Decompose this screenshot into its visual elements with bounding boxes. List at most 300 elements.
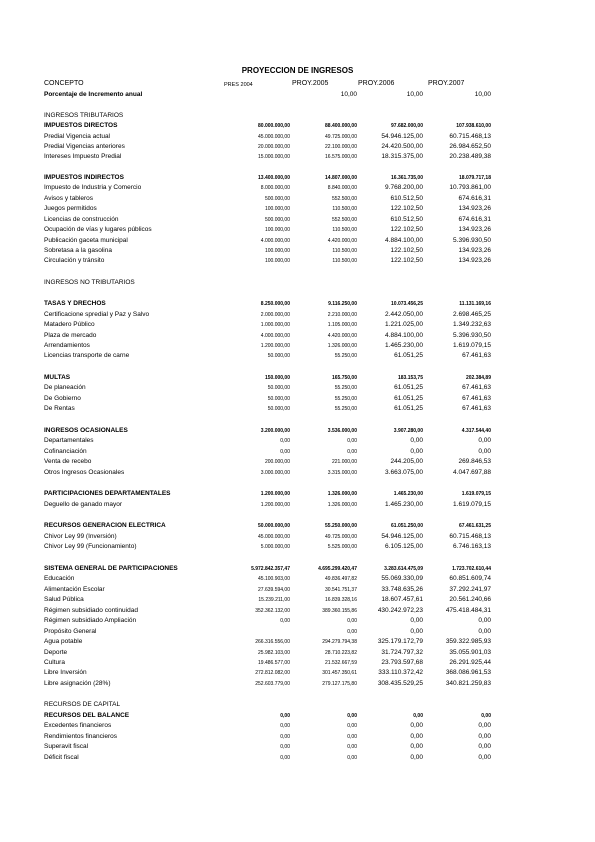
value-proy-2007: 340.821.259,83 — [445, 680, 491, 687]
value-proy-2006: 3.283.614.475,09 — [384, 566, 423, 572]
value-proy-2006: 0,00 — [410, 743, 423, 750]
value-pres-2004: 266.316.556,00 — [255, 639, 290, 645]
value-pres-2004: 1.000.000,00 — [260, 322, 290, 328]
table-row — [0, 436, 595, 446]
document-title: PROYECCION DE INGRESOS — [241, 66, 354, 75]
value-proy-2006: 97.682.000,00 — [391, 123, 423, 129]
value-pres-2004: 0,00 — [280, 744, 290, 750]
value-proy-2007: 0,00 — [478, 754, 491, 761]
row-label: Salud Pública — [44, 596, 84, 603]
value-proy-2006: 122.102,50 — [390, 257, 423, 264]
value-proy-2005: 1.326.000,00 — [327, 343, 357, 349]
value-proy-2005: 165.750,00 — [331, 375, 357, 381]
table-row — [0, 132, 595, 142]
value-proy-2007: 5.396.930,50 — [453, 237, 491, 244]
value-proy-2007: 67.461,63 — [462, 352, 491, 359]
table-row — [0, 111, 595, 121]
value-proy-2006: 0,00 — [413, 713, 423, 719]
value-proy-2007: 60.715.468,13 — [449, 533, 491, 540]
table-row — [0, 637, 595, 647]
table-row — [0, 542, 595, 552]
table-row — [0, 753, 595, 763]
value-pres-2004: 15.000.000,00 — [258, 154, 290, 160]
value-proy-2006: 333.110.372,42 — [378, 669, 423, 676]
value-proy-2005: 110.500,00 — [332, 206, 357, 212]
row-label: RECURSOS DE CAPITAL — [44, 701, 121, 708]
value-pres-2004: 0,00 — [280, 449, 290, 455]
value-proy-2006: 0,00 — [410, 437, 423, 444]
value-proy-2006: 54.946.125,00 — [381, 133, 423, 140]
row-label: Libre asignación (28%) — [44, 680, 111, 687]
value-pres-2004: 3.000.000,00 — [260, 470, 290, 476]
row-label: MULTAS — [44, 374, 71, 381]
value-proy-2007: 269.846,53 — [458, 458, 491, 465]
value-proy-2006: 183.153,75 — [397, 375, 423, 381]
value-proy-2006: 61.051,25 — [394, 405, 423, 412]
value-pres-2004: 1.200.000,00 — [260, 502, 290, 508]
table-row — [0, 152, 595, 162]
header-proy-2005: PROY.2005 — [292, 80, 329, 87]
value-proy-2006: 33.748.635,26 — [381, 586, 423, 593]
value-pres-2004: 0,00 — [280, 713, 290, 719]
row-label: Sobretasa a la gasolina — [44, 247, 112, 254]
value-proy-2007: 202.384,89 — [465, 375, 491, 381]
value-pres-2004: 5.972.842.357,47 — [251, 566, 290, 572]
value-proy-2006: 3.907.280,00 — [393, 428, 423, 434]
row-label: Educación — [44, 575, 75, 582]
value-pres-2004: 50.000,00 — [267, 353, 290, 359]
value-proy-2005: 5.525.000,00 — [327, 544, 357, 550]
table-row — [0, 668, 595, 678]
value-proy-2005: 1.105.000,00 — [327, 322, 357, 328]
value-proy-2006: 16.361.735,00 — [391, 175, 423, 181]
row-label: Juegos permitidos — [44, 205, 97, 212]
table-row — [0, 351, 595, 361]
value-proy-2007: 475.418.484,31 — [445, 607, 491, 614]
value-proy-2006: 0,00 — [410, 617, 423, 624]
value-proy-2005: 22.100.000,00 — [325, 144, 357, 150]
value-proy-2006: 23.793.597,68 — [381, 659, 423, 666]
value-proy-2007: 0,00 — [478, 628, 491, 635]
value-pres-2004: 0,00 — [280, 618, 290, 624]
value-proy-2006: 10.073.456,25 — [391, 301, 423, 307]
value-proy-2006: 10,00 — [406, 91, 423, 98]
value-proy-2005: 4.420.000,00 — [327, 333, 357, 339]
header-proy-2007: PROY.2007 — [428, 80, 465, 87]
value-proy-2005: 88.400.000,00 — [325, 123, 357, 129]
value-pres-2004: 45.000.000,00 — [258, 134, 290, 140]
value-proy-2005: 30.541.751,37 — [325, 587, 357, 593]
row-label: Propósito General — [44, 628, 97, 635]
value-proy-2005: 10,00 — [340, 91, 357, 98]
value-proy-2005: 110.500,00 — [332, 227, 357, 233]
value-proy-2005: 55.250.000,00 — [325, 523, 357, 529]
row-label: INGRESOS OCASIONALES — [44, 427, 128, 434]
value-proy-2005: 3.315.000,00 — [327, 470, 357, 476]
row-label: RECURSOS DEL BALANCE — [44, 712, 130, 719]
value-proy-2007: 10.793.861,00 — [449, 184, 491, 191]
table-row — [0, 606, 595, 616]
value-proy-2007: 60.851.609,74 — [449, 575, 491, 582]
value-proy-2006: 325.179.172,79 — [377, 638, 423, 645]
row-label: Avisos y tableros — [44, 195, 94, 202]
row-label: Circulación y tránsito — [44, 257, 105, 264]
value-proy-2007: 35.055.901,03 — [449, 649, 491, 656]
value-proy-2006: 55.069.330,09 — [381, 575, 423, 582]
value-proy-2006: 61.051.250,00 — [391, 523, 423, 529]
table-row — [0, 616, 595, 626]
value-proy-2005: 0,00 — [347, 438, 357, 444]
value-proy-2005: 110.500,00 — [332, 248, 357, 254]
value-proy-2005: 55.250,00 — [334, 385, 357, 391]
value-pres-2004: 150.000,00 — [264, 375, 290, 381]
value-proy-2005: 0,00 — [347, 734, 357, 740]
value-proy-2005: 0,00 — [347, 629, 357, 635]
row-label: Chivor Ley 99 (Inversión) — [44, 533, 117, 540]
value-proy-2005: 389.360.155,86 — [322, 608, 357, 614]
value-proy-2005: 14.807.000,00 — [325, 175, 357, 181]
value-proy-2005: 55.250,00 — [334, 353, 357, 359]
value-proy-2007: 4.317.544,40 — [461, 428, 491, 434]
table-row — [0, 711, 595, 721]
value-proy-2005: 0,00 — [347, 449, 357, 455]
table-row — [0, 500, 595, 510]
value-proy-2006: 9.768.200,00 — [385, 184, 423, 191]
value-pres-2004: 0,00 — [280, 438, 290, 444]
value-proy-2007: 18.079.717,18 — [459, 175, 491, 181]
table-row — [0, 648, 595, 658]
value-proy-2007: 0,00 — [478, 448, 491, 455]
value-proy-2006: 4.884.100,00 — [385, 332, 423, 339]
value-proy-2007: 20.238.489,38 — [449, 153, 491, 160]
value-pres-2004: 15.239.211,00 — [258, 597, 290, 603]
value-pres-2004: 8.000.000,00 — [260, 185, 290, 191]
table-row — [0, 320, 595, 330]
value-proy-2006: 31.724.797,32 — [381, 649, 423, 656]
value-proy-2006: 3.663.075,00 — [385, 469, 423, 476]
value-pres-2004: 50.000,00 — [267, 406, 290, 412]
value-proy-2005: 16.839.328,16 — [325, 597, 357, 603]
value-proy-2005: 9.116.250,00 — [328, 301, 357, 307]
table-row — [0, 404, 595, 414]
row-label: Porcentaje de Incremento anual — [44, 91, 143, 98]
table-row — [0, 299, 595, 309]
value-pres-2004: 500.000,00 — [264, 217, 290, 223]
value-proy-2006: 308.435.529,25 — [377, 680, 423, 687]
row-label: Régimen subsidiado continuidad — [44, 607, 138, 614]
value-pres-2004: 8.250.000,00 — [260, 301, 290, 307]
value-pres-2004: 100.000,00 — [264, 258, 290, 264]
value-pres-2004: 80.000.000,00 — [258, 123, 290, 129]
value-proy-2005: 110.500,00 — [332, 258, 357, 264]
row-label: De planeación — [44, 384, 86, 391]
value-proy-2006: 18.607.457,61 — [381, 596, 423, 603]
value-proy-2005: 0,00 — [347, 723, 357, 729]
row-label: Ocupación de vías y lugares públicos — [44, 226, 152, 233]
table-row — [0, 521, 595, 531]
value-proy-2006: 1.465.230,00 — [385, 342, 423, 349]
value-proy-2007: 134.923,26 — [458, 257, 491, 264]
table-row — [0, 457, 595, 467]
table-row — [0, 447, 595, 457]
value-proy-2005: 0,00 — [347, 744, 357, 750]
value-proy-2007: 0,00 — [478, 617, 491, 624]
value-proy-2007: 67.461,63 — [462, 395, 491, 402]
row-label: Libre Inversión — [44, 669, 87, 676]
value-proy-2006: 61.051,25 — [394, 384, 423, 391]
value-proy-2007: 1.619.079,15 — [461, 491, 491, 497]
value-proy-2006: 6.105.125,00 — [385, 543, 423, 550]
value-proy-2005: 21.532.667,59 — [325, 660, 357, 666]
value-pres-2004: 50.000,00 — [267, 396, 290, 402]
value-proy-2005: 294.279.794,38 — [322, 639, 357, 645]
value-proy-2006: 244.205,00 — [390, 458, 423, 465]
value-proy-2007: 0,00 — [478, 733, 491, 740]
row-label: Departamentales — [44, 437, 94, 444]
table-row — [0, 90, 595, 100]
table-row — [0, 532, 595, 542]
row-label: Cofinanciación — [44, 448, 87, 455]
value-proy-2005: 301.457.350,61 — [322, 670, 357, 676]
row-label: INGRESOS NO TRIBUTARIOS — [44, 279, 135, 286]
value-pres-2004: 352.362.132,00 — [255, 608, 290, 614]
value-proy-2007: 1.619.079,15 — [453, 342, 491, 349]
value-proy-2007: 0,00 — [478, 722, 491, 729]
table-row — [0, 341, 595, 351]
table-row — [0, 246, 595, 256]
row-label: Otros Ingresos Ocasionales — [44, 469, 125, 476]
table-row — [0, 310, 595, 320]
value-pres-2004: 50.000,00 — [267, 385, 290, 391]
value-proy-2005: 28.710.223,82 — [325, 650, 357, 656]
value-pres-2004: 19.486.577,00 — [258, 660, 290, 666]
table-row — [0, 194, 595, 204]
value-pres-2004: 1.200.000,00 — [260, 491, 290, 497]
value-proy-2006: 1.465.230,00 — [393, 491, 423, 497]
row-label: Licencias transporte de carne — [44, 352, 130, 359]
value-proy-2005: 1.326.000,00 — [327, 491, 357, 497]
value-proy-2006: 430.242.972,23 — [377, 607, 423, 614]
value-proy-2005: 3.536.000,00 — [327, 428, 357, 434]
value-proy-2005: 0,00 — [347, 618, 357, 624]
value-proy-2007: 26.291.925,44 — [449, 659, 491, 666]
value-proy-2007: 107.938.610,00 — [456, 123, 491, 129]
value-pres-2004: 5.000.000,00 — [260, 544, 290, 550]
table-row — [0, 742, 595, 752]
table-row — [0, 121, 595, 131]
value-proy-2006: 122.102,50 — [390, 226, 423, 233]
value-proy-2007: 134.923,26 — [458, 226, 491, 233]
table-row — [0, 394, 595, 404]
value-pres-2004: 100.000,00 — [264, 248, 290, 254]
value-pres-2004: 45.000.000,00 — [258, 534, 290, 540]
value-pres-2004: 0,00 — [280, 723, 290, 729]
value-proy-2005: 1.326.000,00 — [327, 502, 357, 508]
table-row — [0, 564, 595, 574]
table-row — [0, 658, 595, 668]
row-label: Intereses Impuesto Predial — [44, 153, 122, 160]
value-proy-2007: 134.923,26 — [458, 205, 491, 212]
table-row — [0, 142, 595, 152]
row-label: Venta de recebo — [44, 458, 92, 465]
value-proy-2007: 1.619.079,15 — [453, 501, 491, 508]
table-row — [0, 574, 595, 584]
value-proy-2006: 0,00 — [410, 628, 423, 635]
value-pres-2004: 25.982.103,00 — [258, 650, 290, 656]
value-proy-2005: 552.500,00 — [331, 217, 357, 223]
row-label: PARTICIPACIONES DEPARTAMENTALES — [44, 490, 171, 497]
value-proy-2007: 1.349.232,63 — [453, 321, 491, 328]
value-proy-2007: 134.923,26 — [458, 247, 491, 254]
row-label: Predial Vigencia actual — [44, 133, 111, 140]
value-proy-2007: 20.561.240,66 — [449, 596, 491, 603]
value-proy-2006: 24.420.500,00 — [381, 143, 423, 150]
table-row — [0, 700, 595, 710]
value-pres-2004: 27.639.594,00 — [258, 587, 290, 593]
value-proy-2005: 49.725.000,00 — [325, 134, 357, 140]
value-proy-2007: 4.047.697,88 — [453, 469, 491, 476]
value-pres-2004: 500.000,00 — [264, 196, 290, 202]
row-label: Matadero Público — [44, 321, 95, 328]
value-proy-2007: 674.616,31 — [458, 216, 491, 223]
value-proy-2007: 11.131.169,16 — [459, 301, 491, 307]
value-proy-2005: 16.575.000,00 — [325, 154, 357, 160]
table-row — [0, 585, 595, 595]
row-label: Predial Vigencias anteriores — [44, 143, 125, 150]
value-proy-2005: 279.127.175,80 — [322, 681, 357, 687]
row-label: Cultura — [44, 659, 65, 666]
table-row — [0, 278, 595, 288]
value-proy-2007: 67.461.631,25 — [459, 523, 491, 529]
value-pres-2004: 4.000.000,00 — [260, 238, 290, 244]
row-label: IMPUESTOS DIRECTOS — [44, 122, 118, 129]
table-row — [0, 489, 595, 499]
row-label: Déficit fiscal — [44, 754, 79, 761]
header-concepto: CONCEPTO — [44, 80, 84, 87]
value-pres-2004: 45.100.903,00 — [258, 576, 290, 582]
value-proy-2005: 55.250,00 — [334, 406, 357, 412]
row-label: Chivor Ley 99 (Funcionamiento) — [44, 543, 137, 550]
row-label: SISTEMA GENERAL DE PARTICIPACIONES — [44, 565, 178, 572]
value-proy-2006: 2.442.050,00 — [385, 311, 423, 318]
value-proy-2007: 2.698.465,25 — [453, 311, 491, 318]
table-row — [0, 173, 595, 183]
value-proy-2005: 0,00 — [347, 713, 357, 719]
row-label: TASAS Y DRECHOS — [44, 300, 106, 307]
value-pres-2004: 0,00 — [280, 734, 290, 740]
table-row — [0, 679, 595, 689]
value-proy-2006: 4.884.100,00 — [385, 237, 423, 244]
header-proy-2006: PROY.2006 — [358, 80, 395, 87]
table-row — [0, 204, 595, 214]
value-pres-2004: 20.000.000,00 — [258, 144, 290, 150]
value-proy-2007: 1.723.702.610,44 — [452, 566, 491, 572]
value-proy-2007: 674.616,31 — [458, 195, 491, 202]
value-proy-2007: 368.086.961,53 — [445, 669, 491, 676]
table-row — [0, 383, 595, 393]
row-label: Plaza de mercado — [44, 332, 97, 339]
value-proy-2005: 8.840.000,00 — [327, 185, 357, 191]
table-row — [0, 183, 595, 193]
value-proy-2007: 5.396.930,50 — [453, 332, 491, 339]
value-proy-2005: 55.250,00 — [334, 396, 357, 402]
row-label: Régimen subsidiado Ampliación — [44, 617, 137, 624]
table-row — [0, 426, 595, 436]
table-row — [0, 732, 595, 742]
row-label: Rendimientos financieros — [44, 733, 117, 740]
row-label: Superavit fiscal — [44, 743, 89, 750]
value-pres-2004: 252.603.779,00 — [255, 681, 290, 687]
row-label: Impuesto de Industria y Comercio — [44, 184, 142, 191]
value-proy-2007: 6.746.163,13 — [453, 543, 491, 550]
value-proy-2006: 18.315.375,00 — [381, 153, 423, 160]
value-proy-2005: 2.210.000,00 — [327, 312, 357, 318]
table-row — [0, 331, 595, 341]
table-row — [0, 215, 595, 225]
value-proy-2006: 610.512,50 — [390, 195, 423, 202]
value-proy-2006: 1.465.230,00 — [385, 501, 423, 508]
row-label: Deporte — [44, 649, 68, 656]
value-pres-2004: 3.200.000,00 — [260, 428, 290, 434]
value-proy-2006: 0,00 — [410, 722, 423, 729]
value-pres-2004: 272.812.082,00 — [255, 670, 290, 676]
value-proy-2005: 552.500,00 — [331, 196, 357, 202]
row-label: De Gobierno — [44, 395, 81, 402]
table-row — [0, 236, 595, 246]
value-proy-2007: 0,00 — [481, 713, 491, 719]
value-proy-2006: 61.051,25 — [394, 395, 423, 402]
value-proy-2007: 26.984.652,50 — [449, 143, 491, 150]
row-label: Publicación gaceta municipal — [44, 237, 128, 244]
table-row — [0, 256, 595, 266]
value-proy-2006: 0,00 — [410, 754, 423, 761]
value-proy-2005: 0,00 — [347, 755, 357, 761]
value-pres-2004: 13.400.000,00 — [258, 175, 290, 181]
value-proy-2007: 60.715.468,13 — [449, 133, 491, 140]
row-label: De Rentas — [44, 405, 75, 412]
value-pres-2004: 4.000.000,00 — [260, 333, 290, 339]
value-proy-2005: 221.000,00 — [331, 459, 357, 465]
row-label: RECURSOS GENERACION ELECTRICA — [44, 522, 166, 529]
value-proy-2007: 37.292.241,97 — [449, 586, 491, 593]
value-pres-2004: 50.000.000,00 — [258, 523, 290, 529]
value-proy-2006: 0,00 — [410, 448, 423, 455]
value-pres-2004: 100.000,00 — [264, 227, 290, 233]
row-label: Deguello de ganado mayor — [44, 501, 123, 508]
value-proy-2006: 610.512,50 — [390, 216, 423, 223]
row-label: Alimentación Escolar — [44, 586, 105, 593]
table-row — [0, 627, 595, 637]
value-proy-2006: 61.051,25 — [394, 352, 423, 359]
value-proy-2007: 10,00 — [474, 91, 491, 98]
value-pres-2004: 0,00 — [280, 755, 290, 761]
value-pres-2004: 200.000,00 — [264, 459, 290, 465]
header-pres-2004: PRES 2004 — [224, 82, 253, 88]
table-row — [0, 225, 595, 235]
row-label: Agua potable — [44, 638, 83, 645]
row-label: IMPUESTOS INDIRECTOS — [44, 174, 124, 181]
row-label: Certificacione spredial y Paz y Salvo — [44, 311, 150, 318]
row-label: INGRESOS TRIBUTARIOS — [44, 112, 124, 119]
table-row — [0, 721, 595, 731]
table-row — [0, 595, 595, 605]
value-proy-2007: 359.322.985,93 — [445, 638, 491, 645]
value-proy-2007: 0,00 — [478, 437, 491, 444]
row-label: Arrendamientos — [44, 342, 90, 349]
value-proy-2005: 49.836.497,82 — [325, 576, 357, 582]
value-proy-2005: 4.420.000,00 — [327, 238, 357, 244]
row-label: Licencias de construcción — [44, 216, 119, 223]
